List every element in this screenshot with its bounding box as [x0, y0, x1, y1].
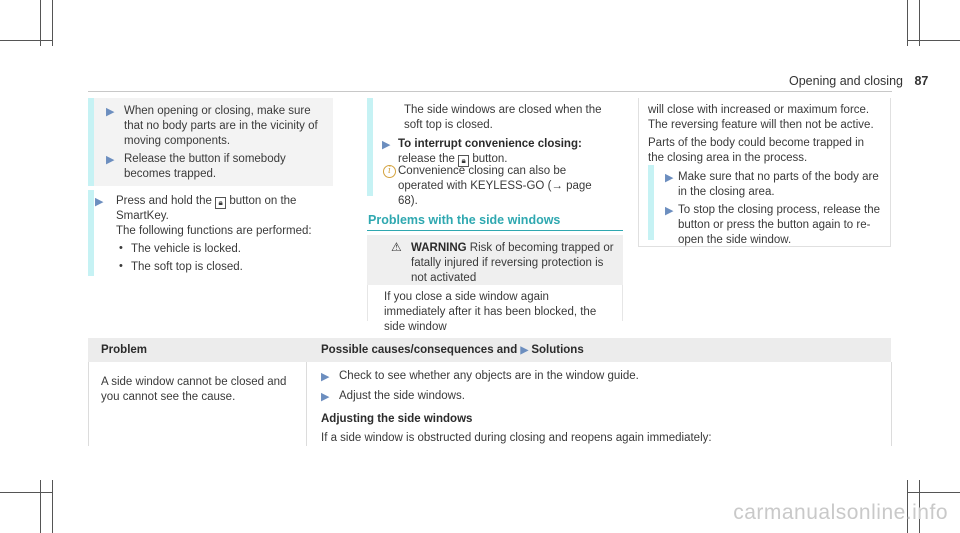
- page-number: 87: [914, 74, 929, 88]
- step-text: Release the button if somebody becomes trapped.: [124, 153, 286, 180]
- solutions-header-post: Solutions: [531, 344, 584, 356]
- crop-mark: [0, 40, 52, 41]
- closed-message: The side windows are closed when the soft top is closed.: [404, 104, 602, 131]
- crop-mark: [907, 492, 960, 493]
- bullet-text: The vehicle is locked.: [131, 243, 241, 255]
- section-title: Problems with the side windows: [368, 213, 561, 227]
- warning-label: WARNING: [411, 242, 467, 254]
- bullet-text: The soft top is closed.: [131, 261, 243, 273]
- step-arrow-icon: ▶: [321, 391, 330, 403]
- step-arrow-icon: ▶: [95, 196, 104, 208]
- step-text: Make sure that no parts of the body are in the closing area.: [678, 171, 879, 198]
- step-arrow-icon: ▶: [382, 139, 391, 151]
- interrupt-pre: release the: [398, 153, 455, 165]
- lock-key-icon: 🔒︎: [215, 197, 226, 209]
- step-highlight-bar: [648, 165, 654, 240]
- header-rule: [88, 91, 892, 92]
- crop-mark: [40, 480, 41, 533]
- warning-body: If you close a side window again immediately after it has been blocked, the side window: [384, 291, 597, 333]
- interrupt-instruction: [398, 137, 618, 167]
- bullet-icon: •: [119, 260, 123, 272]
- solution-text: Check to see whether any objects are in the window guide.: [339, 370, 639, 382]
- solutions-header-pre: Possible causes/consequences and: [321, 344, 518, 356]
- step-highlight-bar: [367, 98, 373, 196]
- step-highlight-bar: [88, 190, 94, 276]
- watermark: carmanualsonline.info: [733, 501, 948, 524]
- continued-text: will close with increased or maximum force. The reversing feature will then not be active.: [648, 104, 874, 131]
- running-header: [789, 74, 928, 88]
- press-pre: Press and hold the: [116, 195, 212, 207]
- lock-key-icon: 🔒︎: [458, 155, 469, 167]
- continued-text: Parts of the body could become trapped in the closing area in the process.: [648, 137, 865, 164]
- info-icon: i: [383, 165, 396, 178]
- warning-icon: ⚠: [391, 240, 402, 254]
- table-header: [88, 338, 891, 362]
- step-text: When opening or closing, make sure that no body parts are in the vicinity of moving components.: [124, 105, 318, 147]
- step-arrow-icon: ▶: [665, 205, 674, 217]
- warning-message: Risk of becoming trapped or fatally injured if reversing protection is not activated: [411, 242, 614, 284]
- step-highlight-bar: [88, 98, 94, 186]
- press-instruction: [116, 194, 326, 224]
- crop-mark: [52, 0, 53, 46]
- following-text: The following functions are performed:: [116, 225, 312, 237]
- bullet-icon: •: [119, 242, 123, 254]
- section-rule: [367, 230, 623, 231]
- warning-text: [411, 241, 616, 286]
- step-arrow-icon: ▶: [106, 154, 115, 166]
- crop-mark: [52, 480, 53, 533]
- header-title: Opening and closing: [789, 74, 903, 88]
- info-text: Convenience closing can also be operated with KEYLESS-GO (→ page 68).: [398, 165, 592, 207]
- step-arrow-icon: ▶: [106, 106, 115, 118]
- step-text: To stop the closing process, release the button or press the button again to re-open the side window.: [678, 204, 881, 246]
- table-border: [88, 362, 89, 446]
- problem-column-header: Problem: [101, 344, 148, 356]
- solution-arrow-icon: ▶: [520, 345, 529, 356]
- table-border: [306, 362, 307, 446]
- step-arrow-icon: ▶: [665, 172, 674, 184]
- problem-text: A side window cannot be closed and you cannot see the cause.: [101, 376, 287, 403]
- solutions-column-header: [321, 344, 584, 356]
- step-arrow-icon: ▶: [321, 371, 330, 383]
- interrupt-post: button.: [472, 153, 508, 165]
- sub-text: If a side window is obstructed during closing and reopens again immediately:: [321, 432, 712, 444]
- solution-text: Adjust the side windows.: [339, 390, 465, 402]
- table-border: [891, 362, 892, 446]
- crop-mark: [0, 492, 52, 493]
- box-edge: [367, 285, 368, 321]
- crop-mark: [907, 40, 960, 41]
- sub-heading: Adjusting the side windows: [321, 413, 473, 425]
- press-post: button on the SmartKey.: [116, 195, 297, 222]
- box-edge: [622, 285, 623, 321]
- interrupt-label: To interrupt convenience closing:: [398, 138, 582, 150]
